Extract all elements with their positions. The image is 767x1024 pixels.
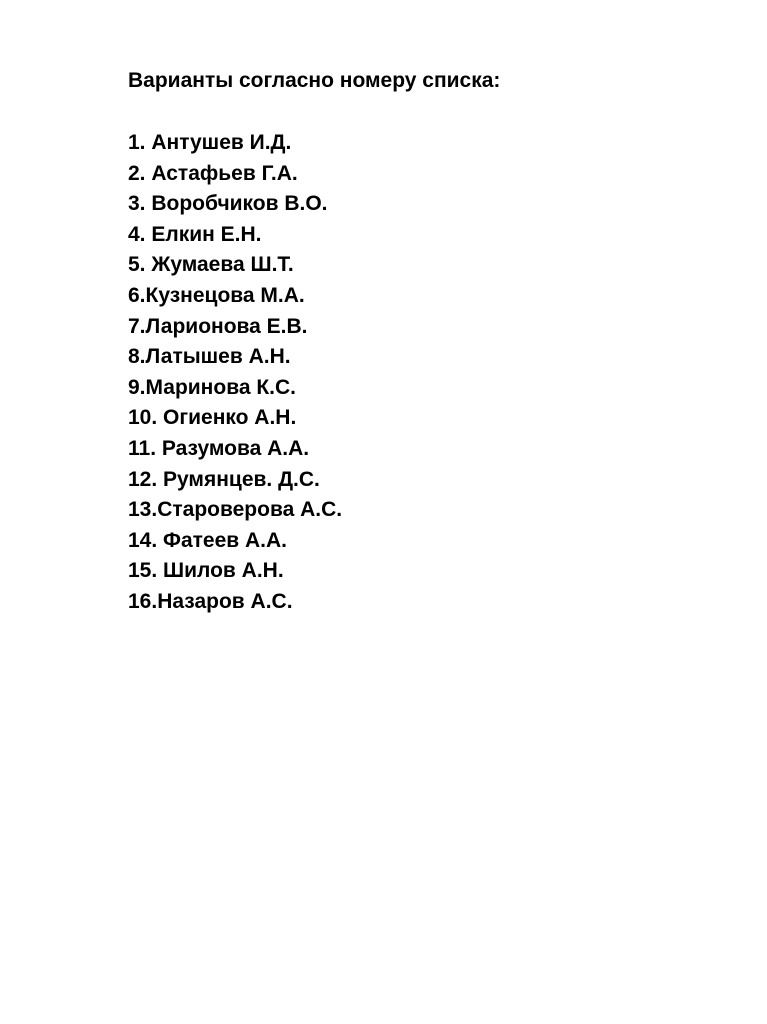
list-item: 7.Ларионова Е.В. <box>128 314 308 338</box>
list-item: 15. Шилов А.Н. <box>128 559 284 583</box>
list-item: 2. Астафьев Г.А. <box>128 161 298 185</box>
list-item: 13.Староверова А.С. <box>128 498 343 522</box>
student-list <box>128 128 342 618</box>
list-item: 16.Назаров А.С. <box>128 589 293 613</box>
list-item: 5. Жумаева Ш.Т. <box>128 253 294 277</box>
list-item: 9.Маринова К.С. <box>128 375 296 399</box>
list-item: 6.Кузнецова М.А. <box>128 283 305 307</box>
list-item: 12. Румянцев. Д.С. <box>128 467 320 491</box>
list-item: 1. Антушев И.Д. <box>128 131 292 154</box>
list-item: 11. Разумова А.А. <box>128 436 310 460</box>
list-item: 8.Латышев А.Н. <box>128 345 291 369</box>
list-item: 4. Елкин Е.Н. <box>128 222 262 246</box>
list-item: 14. Фатеев А.А. <box>128 528 288 552</box>
list-item: 10. Огиенко А.Н. <box>128 406 297 430</box>
page-heading: Варианты согласно номеру списка: <box>128 69 501 92</box>
list-item: 3. Воробчиков В.О. <box>128 192 328 216</box>
